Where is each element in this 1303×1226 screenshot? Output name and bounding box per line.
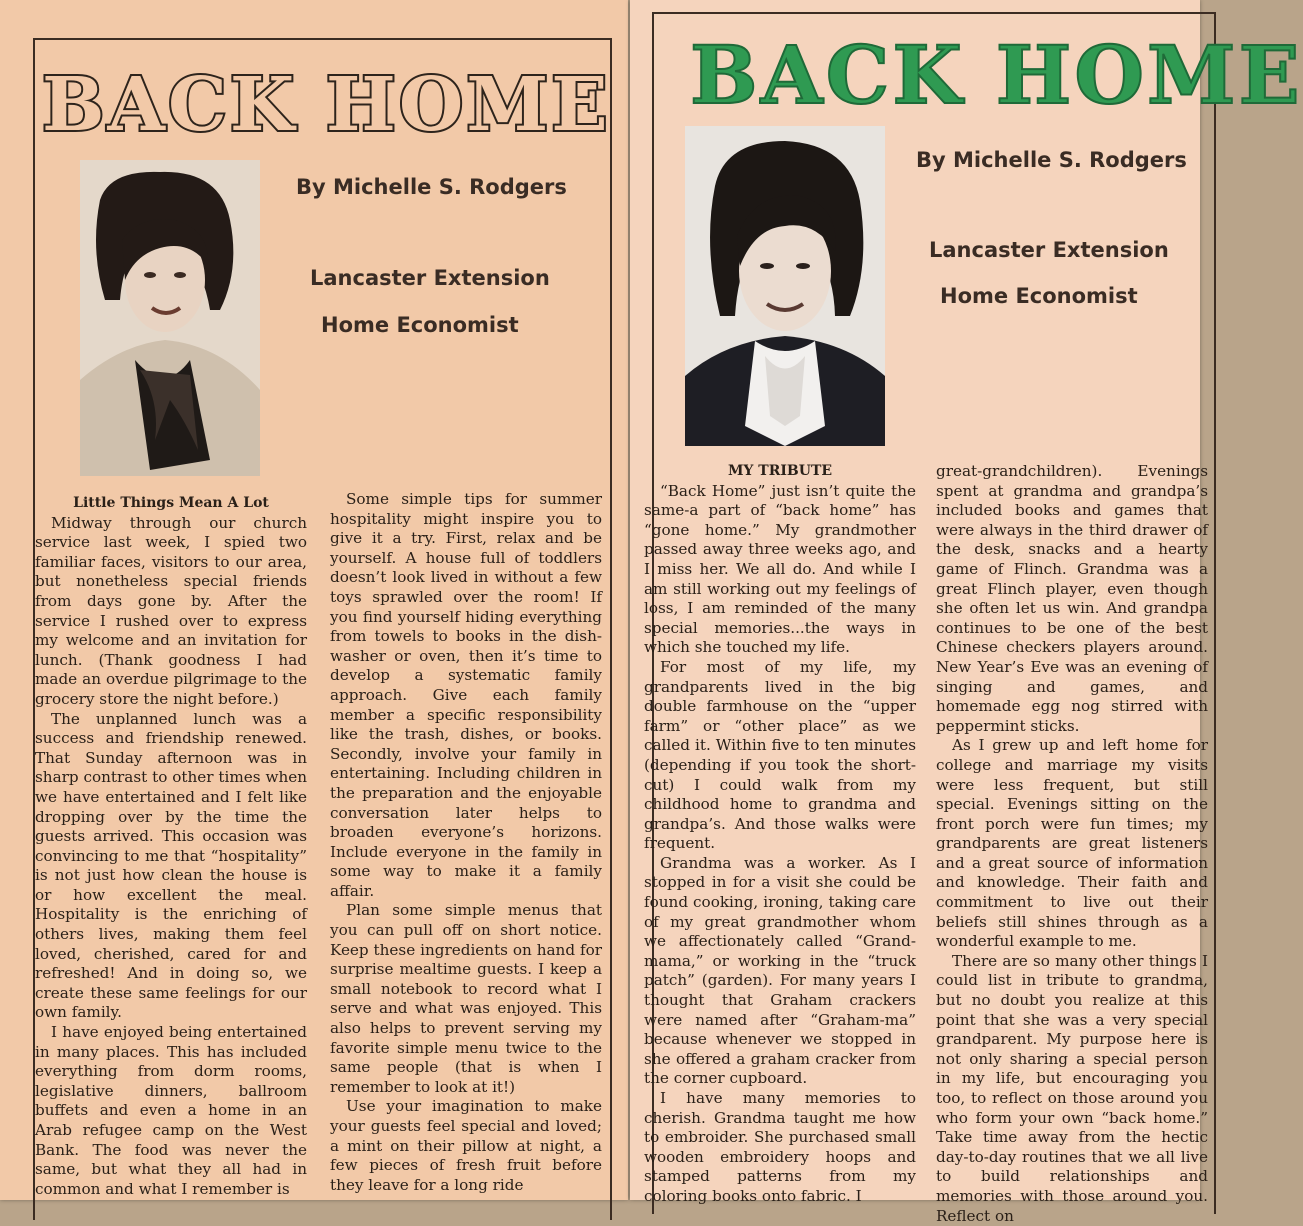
right-author-title-1: Lancaster Extension [929,238,1169,262]
paragraph: As I grew up and left home for college and marriage my visits were less frequent, but still special. Evenings sitting on the front porch were fun times; my grandparents are great listeners and a great source of information and knowledge. Their faith and commitment to live out their beliefs still shines through as a wonderful example to me. [936,736,1208,951]
left-author-title-1: Lancaster Extension [310,266,550,290]
right-article-column-1 [644,462,916,1207]
left-article-column-1 [35,494,307,1199]
left-masthead: BACK HOME [42,62,611,148]
left-author-photo [80,160,260,476]
left-byline: By Michelle S. Rodgers [296,175,567,199]
left-author-title-2: Home Economist [321,313,519,337]
right-article-headline: MY TRIBUTE [727,463,833,479]
paragraph: Midway through our church service last week, I spied two familiar faces, visitors to our area, but nonetheless special friends from days gone by. After the service I rushed over to express my welcome and an invitation for lunch. (Thank goodness I had made an overdue pilgrimage to the grocery store the night before.) [35,513,307,708]
right-masthead: BACK HOME [690,28,1303,122]
paragraph: Use your imagination to make your guests feel special and loved; a mint on their pillow at night, a few pieces of fresh fruit before they leave for a long ride [330,1097,602,1194]
right-article-column-2 [936,462,1208,1226]
paragraph: There are so many other things I could list in tribute to grandma, but no doubt you realize at this point that she was a very special grandparent. My purpose here is not only sharing a special person in my life, but encouraging you too, to reflect on those around you who form your own “back home.” Take time away from the hectic day-to-day routines that we all live to build relationships and memories with those around you. Reflect on [936,951,1208,1225]
left-article-headline: Little Things Mean A Lot [73,495,269,511]
right-clipping [630,0,1303,1225]
paragraph: “Back Home” just isn’t quite the same-a part of “back home” has “gone home.” My grandmother passed away three weeks ago, and I miss her. We all do. And while I am still working out my feelings of loss, I am reminded of the many special memories...the ways in which she touched my life. [644,481,916,657]
right-author-title-2: Home Economist [940,284,1138,308]
paragraph: I have many memories to cherish. Grandma taught me how to embroider. She purchased small wooden embroidery hoops and stamped patterns from my coloring books onto fabric. I [644,1089,916,1205]
paragraph: Plan some simple menus that you can pull off on short notice. Keep these ingredients on hand for surprise mealtime guests. I keep a small notebook to record what I serve and what was enjoyed. This also helps to prevent serving my favorite simple menu twice to the same people (that is when I remember to look at it!) [330,901,602,1096]
left-clipping [0,0,628,1200]
paragraph: Grandma was a worker. As I stopped in for a visit she could be found cooking, ironing, taking care of my great grandmother whom we affectionately called “Grand-mama,” or working in the “truck patch” (garden). For many years I thought that Graham crackers were named after “Graham-ma” because whenever we stopped in she offered a graham cracker from the corner cupboard. [644,853,916,1088]
paragraph: I have enjoyed being entertained in many places. This has included everything from dorm rooms, legislative dinners, ballroom buffets and even a home in an Arab refugee camp on the West Bank. The food was never the same, but what they all had in common and what I remember is [35,1023,307,1198]
right-byline: By Michelle S. Rodgers [916,148,1187,172]
paragraph: For most of my life, my grandparents lived in the big double farmhouse on the “upper farm” or “other place” as we called it. Within five to ten minutes (depending if you took the short-cut) I could walk from my childhood home to grandma and grandpa’s. And those walks were frequent. [644,657,916,853]
paragraph: Some simple tips for summer hospitality might inspire you to give it a try. First, relax and be yourself. A house full of toddlers doesn’t look lived in without a few toys sprawled over the room! If you find yourself hiding everything from towels to books in the dish-washer or oven, then it’s time to develop a systematic family approach. Give each family member a specific responsibility like the trash, dishes, or books. Secondly, involve your family in entertaining. Including children in the preparation and the enjoyable conversation later helps to broaden everyone’s horizons. Include everyone in the family in some way to make it a family affair. [330,490,602,900]
paragraph: The unplanned lunch was a success and friendship renewed. That Sunday afternoon was in sharp contrast to other times when we have entertained and I felt like dropping over by the time the guests arrived. This occasion was convincing to me that “hospitality” is not just how clean the house is or how excellent the meal. Hospitality is the enriching of others lives, making them feel loved, cherished, cared for and refreshed! And in doing so, we create these same feelings for our own family. [35,709,307,1022]
right-author-photo [685,126,885,446]
left-article-column-2 [330,490,602,1195]
paragraph: great-grandchildren). Evenings spent at grandma and grandpa’s included books and games that were always in the third drawer of the desk, snacks and a hearty game of Flinch. Grandma was a great Flinch player, even though she often let us win. And grandpa continues to be one of the best Chinese checkers players around. New Year’s Eve was an evening of singing and games, and homemade egg nog stirred with peppermint sticks. [936,462,1208,735]
